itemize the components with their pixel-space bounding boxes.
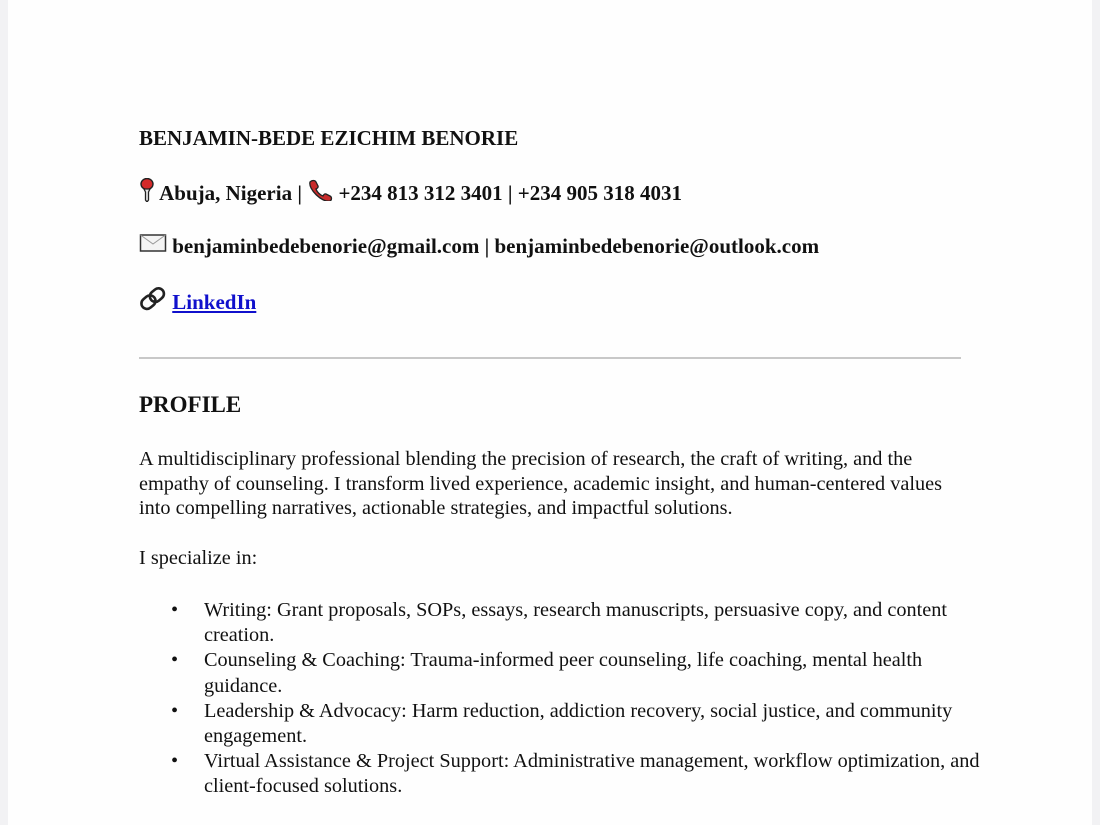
linkedin-link[interactable]: LinkedIn xyxy=(172,289,257,314)
link-icon xyxy=(139,286,167,318)
list-item: • Counseling & Coaching: Trauma-informed peer counseling, life coaching, mental health guidance. xyxy=(204,648,994,698)
list-item: • Virtual Assistance & Project Support: Administrative management, workflow optimization, and client-focused solutions. xyxy=(204,749,994,799)
pushpin-icon xyxy=(139,178,155,208)
email-addresses: benjaminbedebenorie@gmail.com | benjaminbedebenorie@outlook.com xyxy=(172,234,820,258)
linkedin-line xyxy=(139,288,256,320)
envelope-icon xyxy=(139,233,167,259)
section-divider xyxy=(139,357,961,359)
candidate-name: BENJAMIN-BEDE EZICHIM BENORIE xyxy=(139,126,519,150)
email-line xyxy=(139,234,819,261)
list-item: • Writing: Grant proposals, SOPs, essays, research manuscripts, persuasive copy, and content creation. xyxy=(204,598,994,648)
profile-heading: PROFILE xyxy=(139,392,242,417)
document-page xyxy=(8,0,1092,825)
list-item: • Leadership & Advocacy: Harm reduction, addiction recovery, social justice, and community engagement. xyxy=(204,699,994,749)
specialties-list xyxy=(139,598,994,800)
profile-summary: A multidisciplinary professional blending the precision of research, the craft of writing, and the empathy of counseling. I transform lived experience, academic insight, and human-centered values into compelling narratives, actionable strategies, and impactful solutions. xyxy=(139,448,943,519)
phone-numbers: +234 813 312 3401 | +234 905 318 4031 xyxy=(338,180,683,205)
location-text: Abuja, Nigeria | xyxy=(159,180,302,205)
location-phone-line xyxy=(139,180,682,210)
telephone-icon xyxy=(307,179,333,207)
specialize-intro: I specialize in: xyxy=(139,547,258,569)
